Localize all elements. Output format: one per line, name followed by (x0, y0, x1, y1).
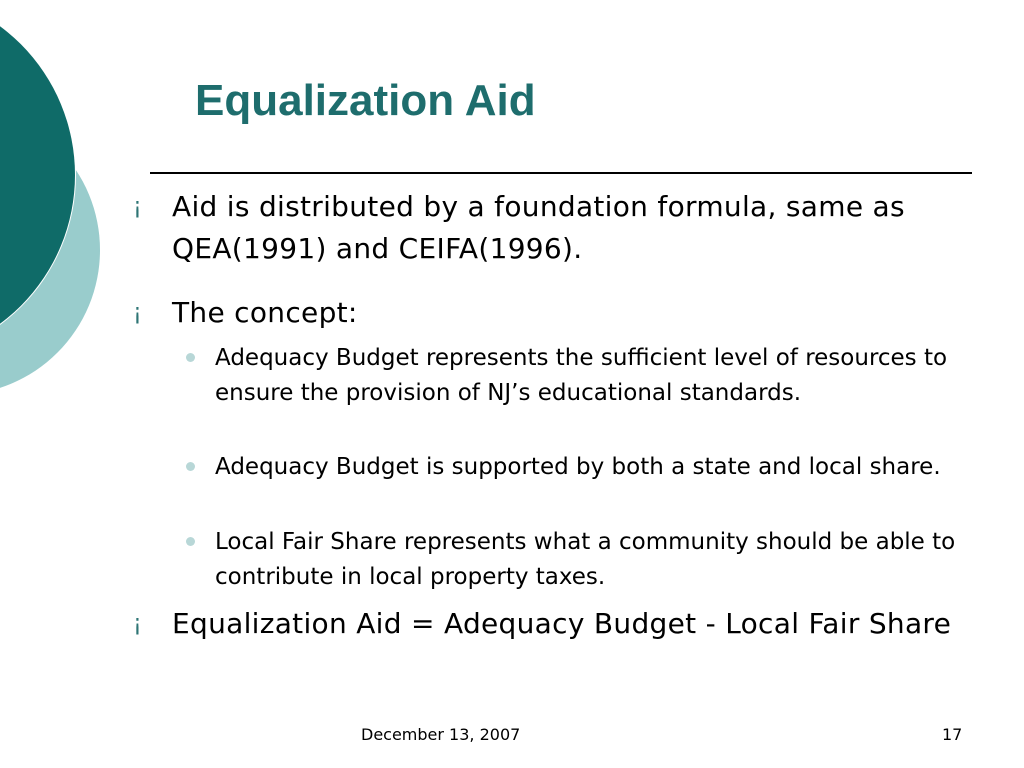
bullet-marker: ¡ (133, 194, 143, 219)
sub-bullet-item (215, 450, 975, 485)
bullet-item (133, 292, 972, 334)
decorative-circles (0, 0, 110, 410)
bullet-marker: ¡ (133, 611, 143, 636)
slide-title: Equalization Aid (195, 76, 536, 125)
sub-bullet-text: Local Fair Share represents what a community should be able to contribute in local property taxes. (215, 529, 956, 590)
bullet-item (133, 603, 972, 645)
bullet-item (133, 186, 972, 270)
bullet-text: Aid is distributed by a foundation formula, same as QEA(1991) and CEIFA(1996). (172, 190, 905, 265)
footer-date: December 13, 2007 (361, 725, 521, 744)
sub-bullet-item (215, 341, 975, 411)
bullet-text: Equalization Aid = Adequacy Budget - Local Fair Share (172, 607, 952, 640)
sub-bullet-item (215, 525, 975, 595)
sub-bullet-text: Adequacy Budget represents the sufficient level of resources to ensure the provision of NJ’s educational standards. (215, 345, 948, 406)
sub-bullet-dot (186, 462, 195, 471)
title-divider (150, 172, 972, 174)
sub-bullet-text: Adequacy Budget is supported by both a state and local share. (215, 454, 941, 480)
sub-bullet-dot (186, 537, 195, 546)
bullet-marker: ¡ (133, 300, 143, 325)
sub-bullet-dot (186, 353, 195, 362)
bullet-text: The concept: (172, 296, 358, 329)
page-number: 17 (942, 725, 963, 744)
